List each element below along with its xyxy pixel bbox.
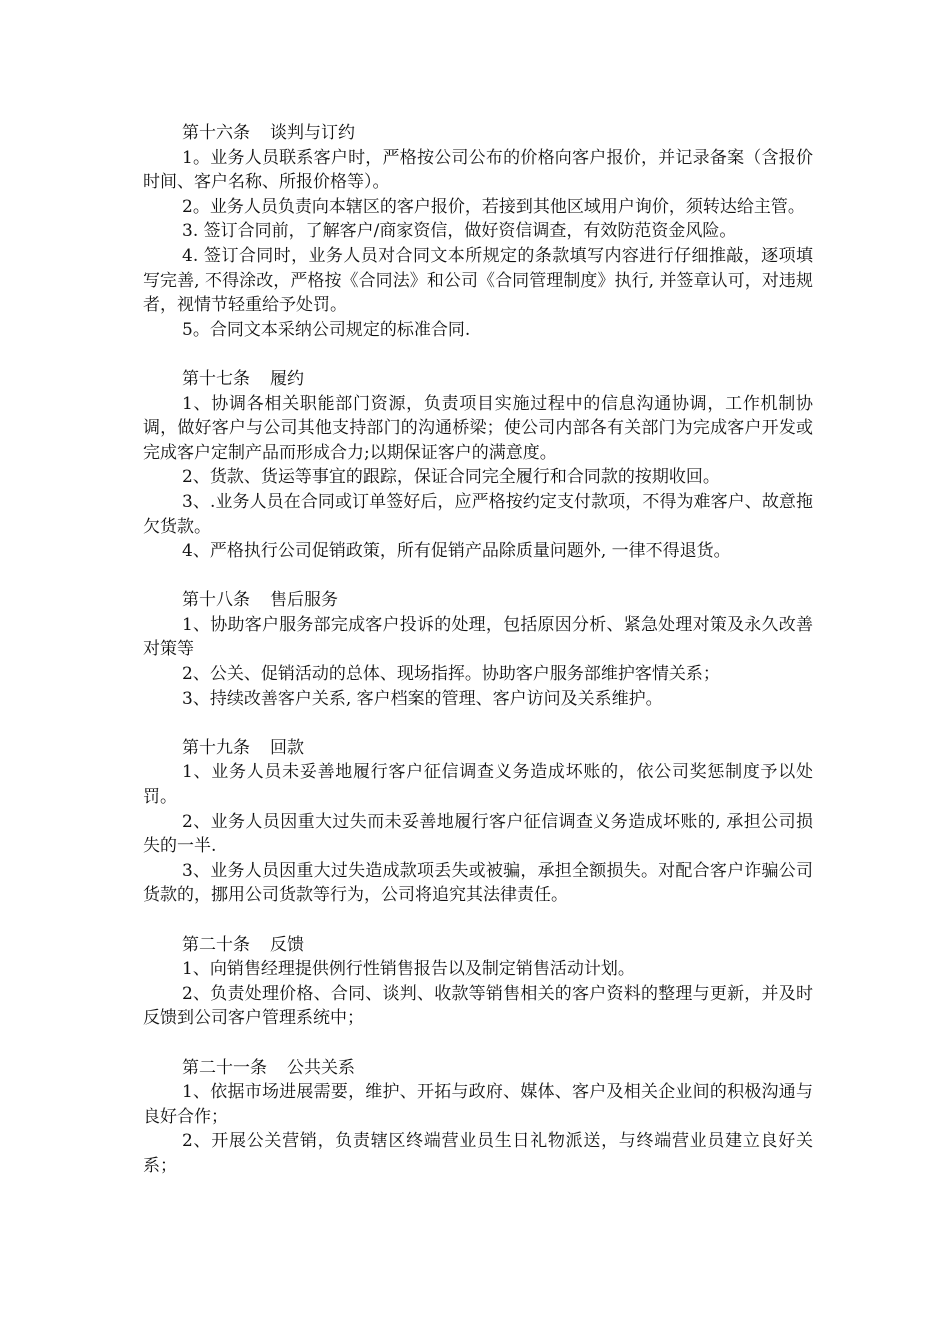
article-paragraph: 3. 签订合同前，了解客户/商家资信，做好资信调查，有效防范资金风险。 (182, 221, 737, 242)
article-heading (143, 1056, 813, 1081)
article-16 (143, 121, 813, 342)
article-paragraph: 2、业务人员因重大过失而未妥善地履行客户征信调查义务造成坏账的, 承担公司损失的一半. (143, 811, 813, 857)
article-paragraph: 3、.业务人员在合同或订单签好后，应严格按约定支付款项，不得为难客户、故意拖欠货款。 (143, 491, 813, 537)
article-paragraph: 4. 签订合同时，业务人员对合同文本所规定的条款填写内容进行仔细推敲，逐项填写完善, 不得涂改，严格按《合同法》和公司《合同管理制度》执行, 并签章认可，对违规者，视情节轻重给予处罚。 (143, 245, 813, 316)
article-18 (143, 588, 813, 711)
article-number: 第十九条 (182, 737, 250, 758)
article-number: 第十六条 (182, 123, 250, 143)
article-paragraph: 2、开展公关营销，负责辖区终端营业员生日礼物派送，与终端营业员建立良好关系； (143, 1131, 813, 1176)
article-title: 谈判与订约 (270, 123, 355, 143)
article-title: 售后服务 (270, 590, 338, 611)
article-paragraph: 5。合同文本采纳公司规定的标准合同. (182, 319, 471, 340)
article-17 (143, 367, 813, 564)
article-heading (143, 367, 813, 392)
article-paragraph: 2、公关、促销活动的总体、现场指挥。协助客户服务部维护客情关系； (182, 664, 720, 685)
article-heading (143, 588, 813, 613)
article-heading (143, 121, 813, 146)
article-title: 公共关系 (287, 1057, 355, 1078)
article-number: 第十七条 (182, 368, 250, 389)
article-number: 第十八条 (182, 590, 250, 611)
article-paragraph: 1、依据市场进展需要，维护、开拓与政府、媒体、客户及相关企业间的积极沟通与良好合作； (143, 1082, 813, 1127)
article-paragraph: 2、货款、货运等事宜的跟踪，保证合同完全履行和合同款的按期收回。 (182, 467, 720, 488)
article-number: 第二十一条 (182, 1057, 267, 1078)
article-paragraph: 1、协助客户服务部完成客户投诉的处理，包括原因分析、紧急处理对策及永久改善对策等 (143, 614, 813, 660)
article-paragraph: 4、严格执行公司促销政策，所有促销产品除质量问题外, 一律不得退货。 (182, 541, 731, 562)
article-heading (143, 736, 813, 761)
article-21 (143, 1056, 813, 1179)
document-page (143, 121, 813, 1179)
article-title: 回款 (270, 737, 304, 758)
article-paragraph: 3、业务人员因重大过失造成款项丢失或被骗，承担全额损失。对配合客户诈骗公司货款的，挪用公司货款等行为，公司将追究其法律责任。 (143, 860, 813, 906)
article-paragraph: 3、持续改善客户关系, 客户档案的管理、客户访问及关系维护。 (182, 688, 663, 709)
article-20 (143, 933, 813, 1031)
article-19 (143, 736, 813, 908)
article-title: 反馈 (270, 934, 304, 955)
article-paragraph: 1。业务人员联系客户时，严格按公司公布的价格向客户报价，并记录备案（含报价时间、客户名称、所报价格等）。 (143, 147, 813, 193)
article-number: 第二十条 (182, 934, 250, 955)
article-title: 履约 (270, 368, 304, 389)
article-paragraph: 2。业务人员负责向本辖区的客户报价，若接到其他区域用户询价，须转达给主管。 (182, 196, 805, 217)
article-paragraph: 2、负责处理价格、合同、谈判、收款等销售相关的客户资料的整理与更新，并及时反馈到公司客户管理系统中； (143, 983, 813, 1029)
article-paragraph: 1、协调各相关职能部门资源，负责项目实施过程中的信息沟通协调，工作机制协调，做好客户与公司其他支持部门的沟通桥梁；使公司内部各有关部门为完成客户开发或完成客户定制产品而形成合力;以期保证客户的满意度。 (143, 393, 813, 463)
article-heading (143, 933, 813, 958)
article-paragraph: 1、向销售经理提供例行性销售报告以及制定销售活动计划。 (182, 959, 635, 980)
article-paragraph: 1、业务人员未妥善地履行客户征信调查义务造成坏账的，依公司奖惩制度予以处罚。 (143, 762, 813, 808)
